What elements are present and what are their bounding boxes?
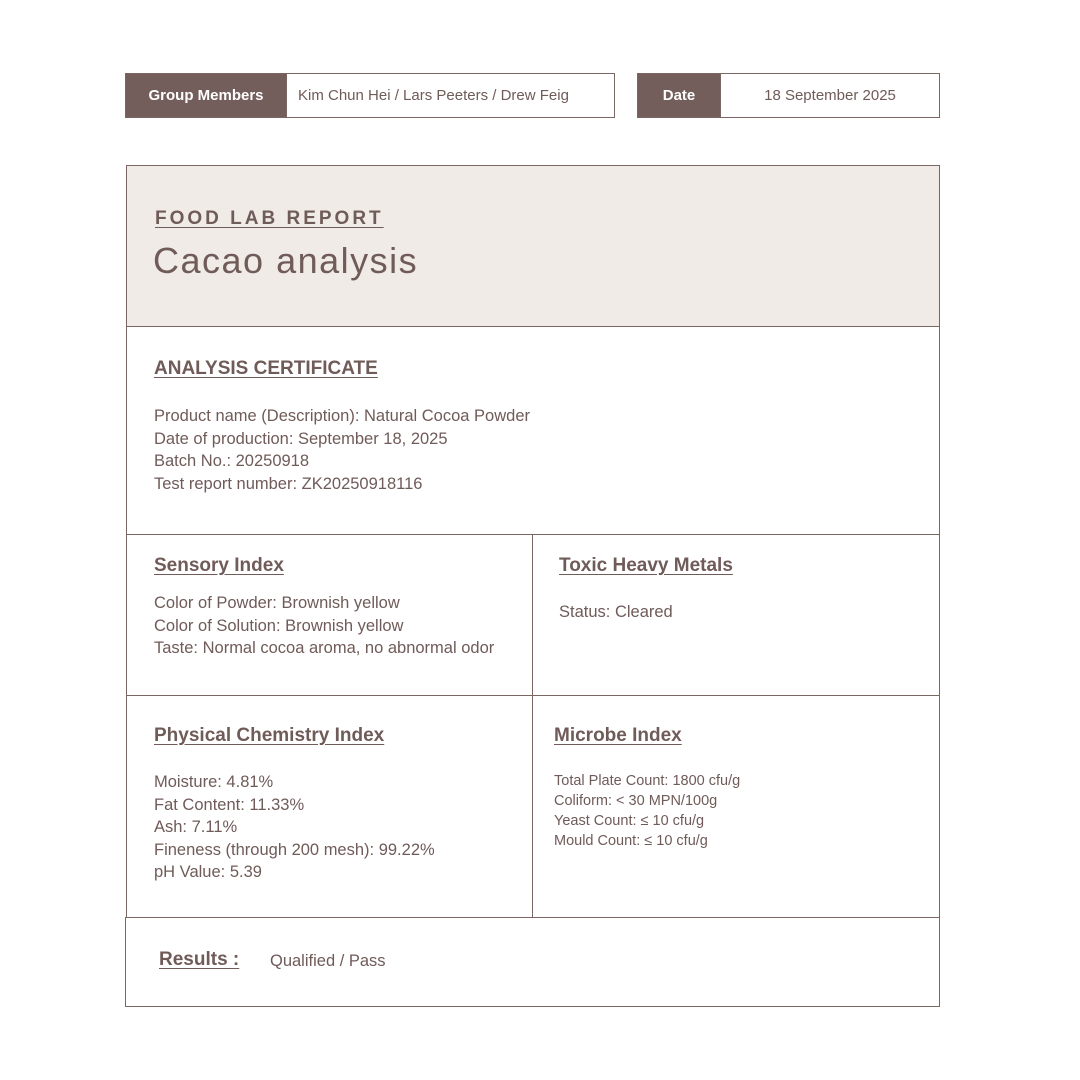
group-members-label: Group Members: [126, 74, 286, 117]
results-section: [125, 917, 940, 1007]
detail-line: Fat Content: 11.33%: [154, 795, 305, 814]
detail-line: Color of Powder: Brownish yellow: [154, 594, 400, 612]
results-value: Qualified / Pass: [270, 952, 386, 970]
toxic-heavy-metals-section: [532, 534, 940, 696]
detail-line: Mould Count: ≤ 10 cfu/g: [554, 833, 708, 849]
report-title-panel: [126, 165, 940, 327]
group-members-value: Kim Chun Hei / Lars Peeters / Drew Feig: [286, 74, 614, 117]
physical-chemistry-section: [126, 695, 533, 918]
detail-line: Test report number: ZK20250918116: [154, 474, 423, 493]
results-label: Results :: [159, 949, 240, 970]
sensory-details: [154, 592, 514, 660]
detail-line: Batch No.: 20250918: [154, 452, 310, 470]
analysis-certificate-section: [126, 326, 940, 535]
physical-details: [154, 771, 435, 884]
section-heading: Sensory Index: [154, 555, 284, 576]
detail-line: Color of Solution: Brownish yellow: [154, 616, 404, 635]
detail-line: Moisture: 4.81%: [154, 773, 274, 791]
sensory-index-section: [126, 534, 533, 696]
detail-line: Taste: Normal cocoa aroma, no abnormal odor: [154, 639, 495, 657]
detail-line: Total Plate Count: 1800 cfu/g: [554, 773, 741, 789]
toxic-details: [559, 601, 673, 624]
report-kicker: FOOD LAB REPORT: [155, 208, 384, 229]
section-heading: Microbe Index: [554, 725, 682, 746]
microbe-details: [554, 771, 740, 851]
detail-line: Ash: 7.11%: [154, 818, 238, 836]
certificate-details: [154, 405, 530, 495]
date-label: Date: [638, 74, 720, 117]
detail-line: Product name (Description): Natural Cocoa Powder: [154, 407, 530, 425]
section-heading: ANALYSIS CERTIFICATE: [154, 358, 378, 379]
group-members-field: [125, 73, 615, 118]
detail-line: Date of production: September 18, 2025: [154, 429, 448, 448]
detail-line: Yeast Count: ≤ 10 cfu/g: [554, 813, 705, 829]
detail-line: pH Value: 5.39: [154, 863, 262, 881]
section-heading: Toxic Heavy Metals: [559, 555, 733, 576]
date-value: 18 September 2025: [720, 74, 939, 117]
section-heading: Physical Chemistry Index: [154, 725, 385, 746]
detail-line: Fineness (through 200 mesh): 99.22%: [154, 840, 435, 859]
report-title: Cacao analysis: [153, 240, 419, 281]
microbe-index-section: [532, 695, 940, 918]
date-field: [637, 73, 940, 118]
detail-line: Coliform: < 30 MPN/100g: [554, 793, 718, 809]
detail-line: Status: Cleared: [559, 603, 673, 621]
